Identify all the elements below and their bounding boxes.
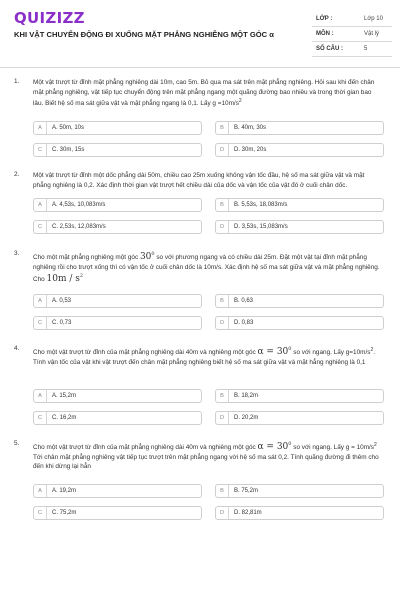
option-text: D. 3,53s, 15,083m/s	[234, 224, 288, 230]
option-c[interactable]	[33, 506, 202, 520]
option-b[interactable]	[215, 121, 384, 135]
option-letter: B	[216, 122, 229, 134]
worksheet-header	[0, 0, 400, 68]
question-number: 4.	[14, 345, 20, 352]
option-letter: D	[216, 144, 229, 156]
option-letter: B	[216, 485, 229, 497]
question-text-part: so với ngang. Lấy g = 10m/s	[293, 444, 374, 451]
question-text-part: Cho một mặt phẳng nghiêng một góc	[33, 254, 139, 261]
option-letter: A	[34, 199, 47, 211]
option-c[interactable]	[33, 143, 202, 157]
meta-key: LỚP :	[316, 16, 333, 22]
option-a[interactable]	[33, 484, 202, 498]
math-expression	[47, 274, 84, 284]
option-text: B. 0,63	[234, 298, 254, 304]
option-letter: D	[216, 412, 229, 424]
question-text-part: so với ngang. Lấy g=10m/s	[293, 349, 371, 356]
option-letter: D	[216, 317, 229, 329]
option-c[interactable]	[33, 220, 202, 234]
option-text: B. 5,53s, 18,083m/s	[234, 202, 288, 208]
option-a[interactable]	[33, 198, 202, 212]
option-a[interactable]	[33, 294, 202, 308]
option-b[interactable]	[215, 389, 384, 403]
option-text: D. 30m, 20s	[234, 147, 267, 153]
question-text-part: . Tính vận tốc của vật khi vật trượt đến chân mặt phẳng nghiêng biết hệ số ma sát giữa vật và mặt hẳng nghiêng là 0,1	[33, 349, 376, 366]
option-d[interactable]	[215, 143, 384, 157]
math-value: 10m / s	[46, 274, 80, 285]
question-text	[33, 440, 383, 472]
option-letter: A	[34, 390, 47, 402]
superscript: 2	[238, 98, 242, 105]
meta-key: SỐ CÂU :	[316, 46, 343, 52]
option-text: A. 15,2m	[52, 393, 77, 399]
superscript: 2	[79, 273, 84, 280]
meta-row-subject	[312, 29, 392, 42]
math-value: α = 30	[257, 347, 289, 357]
math-expression	[257, 347, 291, 357]
option-letter: B	[216, 390, 229, 402]
meta-value: Vật lý	[364, 31, 380, 37]
question-text	[33, 78, 383, 109]
option-letter: A	[34, 122, 47, 134]
meta-value: Lớp 10	[364, 16, 383, 22]
quizizz-logo: QUIZIZZ	[14, 9, 85, 27]
option-letter: D	[216, 507, 229, 519]
option-b[interactable]	[215, 484, 384, 498]
question-text-part: Cho một vật trượt từ đỉnh của mặt phẳng nghiêng dài 40m và nghiêng một góc	[33, 349, 256, 356]
question-text	[33, 250, 383, 285]
option-text: D. 82,81m	[234, 510, 262, 516]
question-text	[33, 345, 383, 367]
option-letter: C	[34, 507, 47, 519]
question-number: 3.	[14, 250, 20, 257]
superscript: 2	[374, 441, 377, 448]
option-text: A. 19,2m	[52, 488, 77, 494]
option-d[interactable]	[215, 506, 384, 520]
option-text: A. 4,53s, 10,083m/s	[52, 202, 106, 208]
question-number: 5.	[14, 440, 20, 447]
option-text: D. 20,2m	[234, 415, 259, 421]
question-text-part: Cho một vật trượt từ đỉnh của mặt phẳng nghiêng dài 40m và nghiêng một góc	[33, 444, 256, 451]
meta-key: MÔN :	[316, 31, 334, 37]
option-letter: A	[34, 485, 47, 497]
option-letter: C	[34, 317, 47, 329]
option-letter: C	[34, 412, 47, 424]
superscript: 0	[288, 346, 292, 352]
option-letter: B	[216, 199, 229, 211]
option-letter: A	[34, 295, 47, 307]
meta-value: 5	[364, 46, 368, 52]
option-a[interactable]	[33, 389, 202, 403]
option-c[interactable]	[33, 411, 202, 425]
option-text: B. 40m, 30s	[234, 125, 267, 131]
option-d[interactable]	[215, 220, 384, 234]
option-letter: B	[216, 295, 229, 307]
option-text: C. 0,73	[52, 320, 72, 326]
question-number: 1.	[14, 78, 20, 85]
option-b[interactable]	[215, 294, 384, 308]
superscript: 0	[288, 441, 292, 447]
meta-row-count	[312, 44, 392, 57]
math-value: 30	[139, 252, 152, 262]
meta-row-class	[312, 14, 392, 27]
option-letter: C	[34, 221, 47, 233]
option-text: C. 75,2m	[52, 510, 77, 516]
option-letter: C	[34, 144, 47, 156]
option-text: B. 75,2m	[234, 488, 259, 494]
option-text: A. 50m, 10s	[52, 125, 85, 131]
option-letter: D	[216, 221, 229, 233]
math-expression	[140, 252, 155, 262]
option-text: C. 2,53s, 12,083m/s	[52, 224, 106, 230]
option-text: B. 18,2m	[234, 393, 259, 399]
superscript: 2	[370, 346, 374, 353]
question-text-part: Tới chân mặt phẳng nghiêng vật tiếp tục trượt trên mặt phẳng ngang với hệ số ma sát 0,2. Tính quãng đường đi thêm cho đến khi dừng lại hẳn	[33, 453, 379, 471]
question-text-part: so với phương ngang và có chiều dài 25m. Đặt một vật tại đỉnh mặt phẳng nghiêng rồi cho trượt xống thì có vận tốc ở cuối chân dốc là 10m/s. Xác định hệ số ma sát giữa vật và mặt phẳng nghiêng. Cho	[33, 254, 380, 284]
option-b[interactable]	[215, 198, 384, 212]
math-value: α = 30	[257, 442, 289, 452]
option-d[interactable]	[215, 316, 384, 330]
option-text: C. 30m, 15s	[52, 147, 85, 153]
option-d[interactable]	[215, 411, 384, 425]
math-expression	[257, 442, 291, 452]
question-number: 2.	[14, 171, 20, 178]
option-text: A. 0,53	[52, 298, 72, 304]
worksheet-title: KHI VẬT CHUYỂN ĐỘNG ĐI XUỐNG MẶT PHẲNG NGHIÊNG MỘT GÓC α	[14, 30, 274, 39]
question-text-part: Một vật trượt từ đỉnh mặt phẳng nghiêng dài 10m, cao 5m. Bỏ qua ma sát trên mặt phẳng nghiêng. Hỏi sau khi đến chân mặt phẳng nghiêng, vật tiếp tục chuyển động trên mặt phẳng ngang một quãng đường bao nhiêu và trong thời gian bao lâu. Biết hệ số ma sát giữa vật và mặt phẳng ngang là 0,1. Lấy g =10m/s	[33, 79, 375, 108]
option-text: C. 16,2m	[52, 415, 77, 421]
superscript: 0	[151, 251, 155, 257]
option-text: D. 0,83	[234, 320, 254, 326]
option-c[interactable]	[33, 316, 202, 330]
question-text: Một vật trượt từ đỉnh một dốc phẳng dài 50m, chiều cao 25m xuống không vận tốc đầu, hệ số ma sát giữa vật và mặt phẳng nghiêng là 0,2. Xác định thời gian vật trượt hết chiều dài của dốc và vận tốc của vật đó ở cuối chân dốc.	[33, 172, 365, 189]
option-a[interactable]	[33, 121, 202, 135]
